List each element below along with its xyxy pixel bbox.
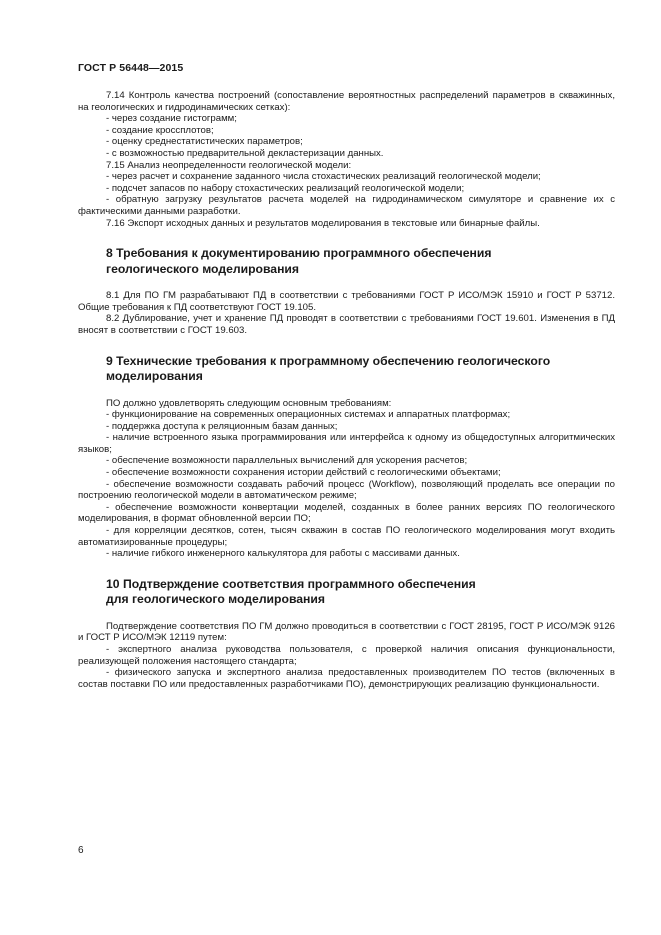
clause-7-14: 7.14 Контроль качества построений (сопоставление вероятностных распределений параметров в скважинных, на геологических и гидродинамических сетках): [78, 90, 615, 113]
section-10-heading-line2: для геологического моделирования [106, 592, 326, 607]
section-10-heading-line1: 10 Подтверждение соответствия программного обеспечения [106, 576, 476, 591]
list-item: - обеспечение возможности сохранения истории действий с геологическими объектами; [106, 467, 501, 479]
page-number: 6 [78, 845, 84, 856]
section-9-heading-line1: 9 Технические требования к программному обеспечению геологического [106, 353, 551, 368]
clause-7-16: 7.16 Экспорт исходных данных и результатов моделирования в текстовые или бинарные файлы. [106, 217, 540, 229]
list-item: - поддержка доступа к реляционным базам данных; [106, 420, 338, 432]
list-item: - через расчет и сохранение заданного числа стохастических реализаций геологической модели; [106, 171, 541, 183]
clause-8-1: 8.1 Для ПО ГМ разрабатывают ПД в соответствии с требованиями ГОСТ Р ИСО/МЭК 15910 и ГОСТ Р 53712. Общие требования к ПД соответствуют ГОСТ 19.105. [78, 290, 615, 313]
document-id-header: ГОСТ Р 56448—2015 [78, 62, 184, 74]
list-item: - наличие встроенного языка программирования или интерфейса к одному из общедоступных алгоритмических языков; [78, 432, 615, 455]
list-item: - обеспечение возможности параллельных вычислений для ускорения расчетов; [106, 455, 468, 467]
list-item: - оценку среднестатистических параметров; [106, 136, 303, 148]
list-item: - функционирование на современных операционных системах и аппаратных платформах; [106, 409, 511, 421]
section-8-heading [106, 246, 615, 277]
section-9-intro: ПО должно удовлетворять следующим основным требованиям: [106, 397, 392, 409]
list-item: - с возможностью предварительной декластеризации данных. [106, 147, 384, 159]
section-10-heading [106, 577, 615, 608]
section-8-heading-line2: геологического моделирования [106, 261, 300, 276]
list-item: - экспертного анализа руководства пользователя, с проверкой наличия описания функциональности, реализующей положения настоящего стандарта; [78, 644, 615, 667]
section-9-heading [106, 354, 615, 385]
list-item: - для корреляции десятков, сотен, тысяч скважин в состав ПО геологического моделирования могут входить автоматизированные процедуры; [78, 525, 615, 548]
section-8-heading-line1: 8 Требования к документированию программного обеспечения [106, 246, 492, 261]
list-item: - подсчет запасов по набору стохастических реализаций геологической модели; [106, 182, 465, 194]
document-body [78, 90, 615, 690]
section-9-heading-line2: моделирования [106, 369, 203, 383]
list-item: - через создание гистограмм; [106, 113, 237, 125]
list-item: - обеспечение возможности конвертации моделей, созданных в более ранних версиях ПО геологического моделирования, в формат обновленной версии ПО; [78, 501, 615, 525]
list-item: - обеспечение возможности создавать рабочий процесс (Workflow), позволяющий проделать все операции по построению геологической модели в автоматическом режиме; [78, 478, 615, 502]
list-item: - создание кроссплотов; [106, 124, 214, 136]
clause-8-2: 8.2 Дублирование, учет и хранение ПД проводят в соответствии с требованиями ГОСТ 19.601. Изменения в ПД вносят в соответствии с ГОСТ 19.603. [78, 313, 615, 336]
list-item: - наличие гибкого инженерного калькулятора для работы с массивами данных. [106, 548, 460, 560]
section-10-intro: Подтверждение соответствия ПО ГМ должно проводиться в соответствии с ГОСТ 28195, ГОСТ Р ИСО/МЭК 9126 и ГОСТ Р ИСО/МЭК 12119 путем: [78, 620, 615, 644]
list-item: - обратную загрузку результатов расчета моделей на гидродинамическом симуляторе и сравнение их с фактическими данными разработки. [78, 194, 615, 217]
clause-7-15: 7.15 Анализ неопределенности геологической модели: [106, 159, 352, 171]
list-item: - физического запуска и экспертного анализа предоставленных производителем ПО тестов (включенных в состав поставки ПО или предоставленных разработчиками ПО), демонстрирующих реализацию функциональности. [78, 667, 615, 690]
